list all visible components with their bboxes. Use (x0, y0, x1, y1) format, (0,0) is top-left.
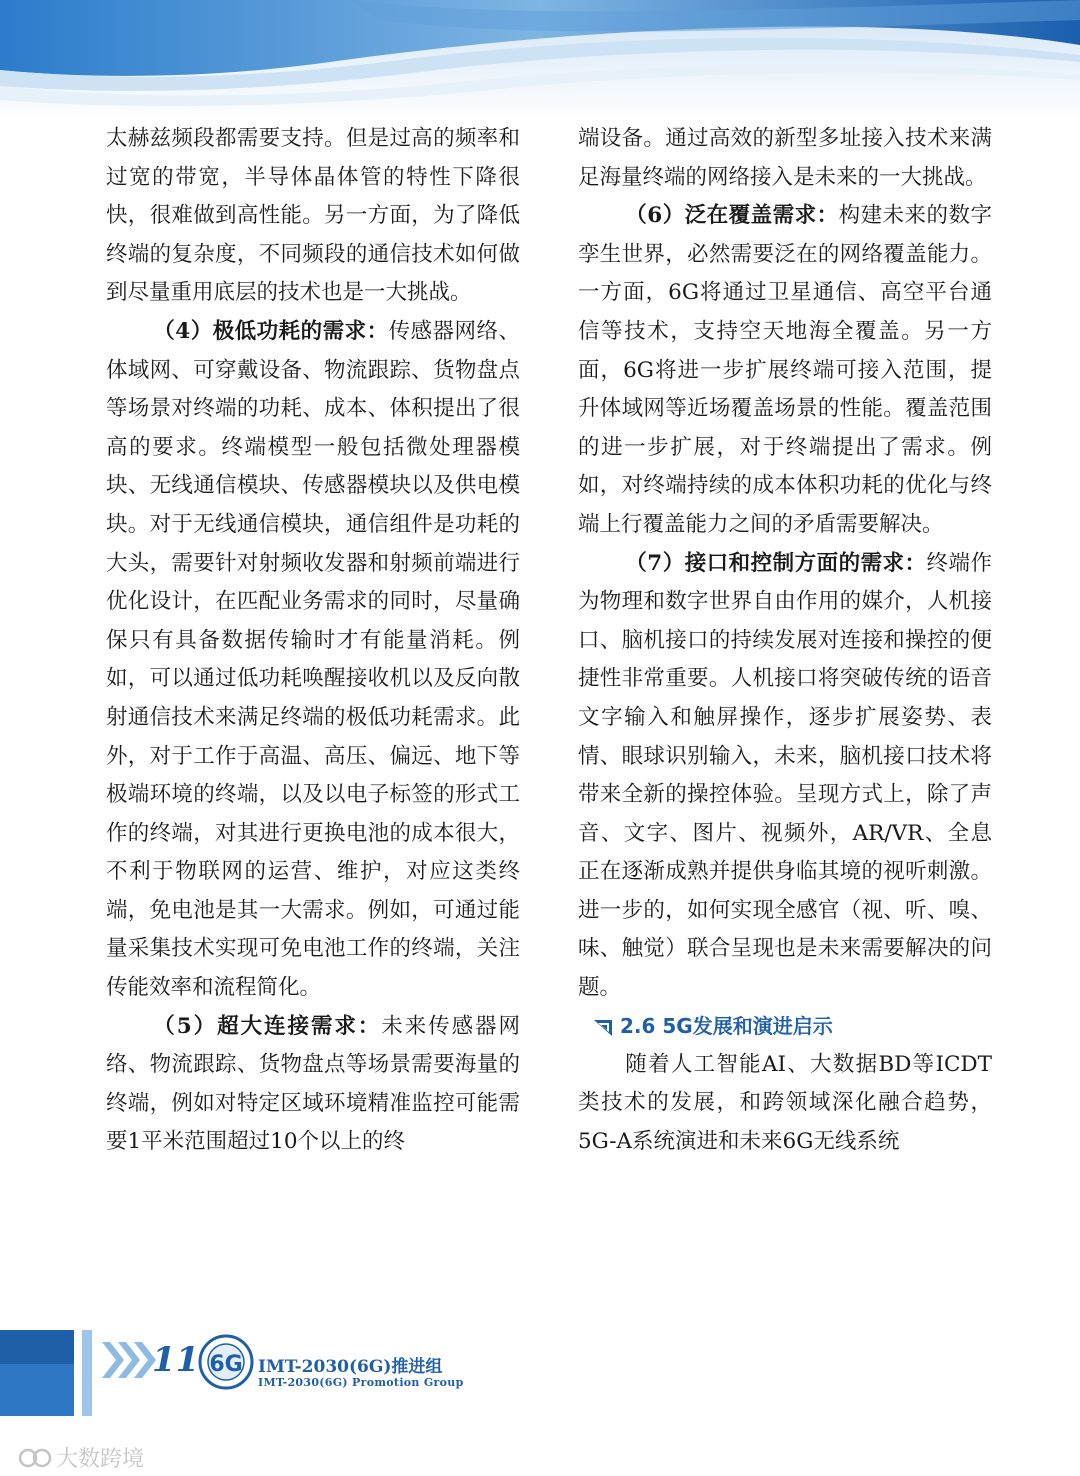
right-paragraph-3 (578, 545, 992, 1008)
section-heading (578, 1008, 992, 1046)
ubiquitous-coverage-body: 构建未来的数字孪生世界，必然需要泛在的网络覆盖能力。一方面，6G将通过卫星通信、高空平台通信等技术，支持空天地海全覆盖。另一方面，6G将进一步扩展终端可接入范围，提升体域网等近场覆盖场景的性能。覆盖范围的进一步扩展，对于终端提出了需求。例如，对终端持续的成本体积功耗的优化与终端上行覆盖能力之间的矛盾需要解决。 (578, 203, 992, 537)
imt2030-logo-icon (200, 1336, 252, 1388)
watermark-logo-icon (18, 1446, 52, 1470)
right-paragraph-1: 端设备。通过高效的新型多址接入技术来满足海量终端的网络接入是未来的一大挑战。 (578, 126, 992, 190)
right-paragraph-4: 随着人工智能AI、大数据BD等ICDT类技术的发展，和跨领域深化融合趋势，5G-A系统演进和未来6G无线系统 (578, 1051, 992, 1154)
massive-connection-body: 未来传感器网络、物流跟踪、货物盘点等场景需要海量的终端，例如对特定区域环境精准监控可能需要1平米范围超过10个以上的终 (106, 1013, 520, 1155)
corner-triangle-icon (592, 1016, 614, 1038)
watermark-text: 大数跨境 (56, 1447, 145, 1472)
low-power-requirement-title: （4）极低功耗的需求： (153, 318, 389, 344)
header-wave-decoration (0, 0, 1080, 120)
page-number: 11 (152, 1340, 200, 1380)
left-paragraph-1: 太赫兹频段都需要支持。但是过高的频率和过宽的带宽，半导体晶体管的特性下降很快，很难做到高性能。另一方面，为了降低终端的复杂度，不同频段的通信技术如何做到尽量重用底层的技术也是一大挑战。 (106, 126, 520, 306)
left-paragraph-2 (106, 313, 520, 1008)
right-text-column (578, 120, 992, 1161)
ubiquitous-coverage-title: （6）泛在覆盖需求： (625, 203, 839, 229)
org-name-english: IMT-2030(6G) Promotion Group (258, 1376, 464, 1389)
watermark (18, 1442, 144, 1473)
left-text-column (106, 120, 520, 1162)
left-paragraph-3 (106, 1008, 520, 1162)
massive-connection-title: （5）超大连接需求： (153, 1013, 382, 1039)
interface-control-title: （7）接口和控制方面的需求： (625, 550, 927, 576)
low-power-requirement-body: 传感器网络、体域网、可穿戴设备、物流跟踪、货物盘点等场景对终端的功耗、成本、体积提出了很高的要求。终端模型一般包括微处理器模块、无线通信模块、传感器模块以及供电模块。对于无线通信模块，通信组件是功耗的大头，需要针对射频收发器和射频前端进行优化设计，在匹配业务需求的同时，尽量确保只有具备数据传输时才有能量消耗。例如，可以通过低功耗唤醒接收机以及反向散射通信技术来满足终端的极低功耗需求。此外，对于工作于高温、高压、偏远、地下等极端环境的终端，以及以电子标签的形式工作的终端，对其进行更换电池的成本很大，不利于物联网的运营、维护，对应这类终端，免电池是其一大需求。例如，可通过能量采集技术实现可免电池工作的终端，关注传能效率和流程简化。 (106, 318, 520, 1001)
logo-6g-text: 6G (209, 1352, 243, 1377)
section-heading-text: 2.6 5G发展和演进启示 (620, 1014, 833, 1039)
org-name: IMT-2030(6G)推进组 (258, 1357, 443, 1377)
right-paragraph-2 (578, 197, 992, 544)
interface-control-body: 终端作为物理和数字世界自由作用的媒介，人机接口、脑机接口的持续发展对连接和操控的便捷性非常重要。人机接口将突破传统的语音文字输入和触屏操作，逐步扩展姿势、表情、眼球识别输入，未来，脑机接口技术将带来全新的操控体验。呈现方式上，除了声音、文字、图片、视频外，AR/VR、全息正在逐渐成熟并提供身临其境的视听刺激。进一步的，如何实现全感官（视、听、嗅、味、触觉）联合呈现也是未来需要解决的问题。 (578, 550, 992, 1001)
chevron-arrows-icon (102, 1342, 156, 1378)
